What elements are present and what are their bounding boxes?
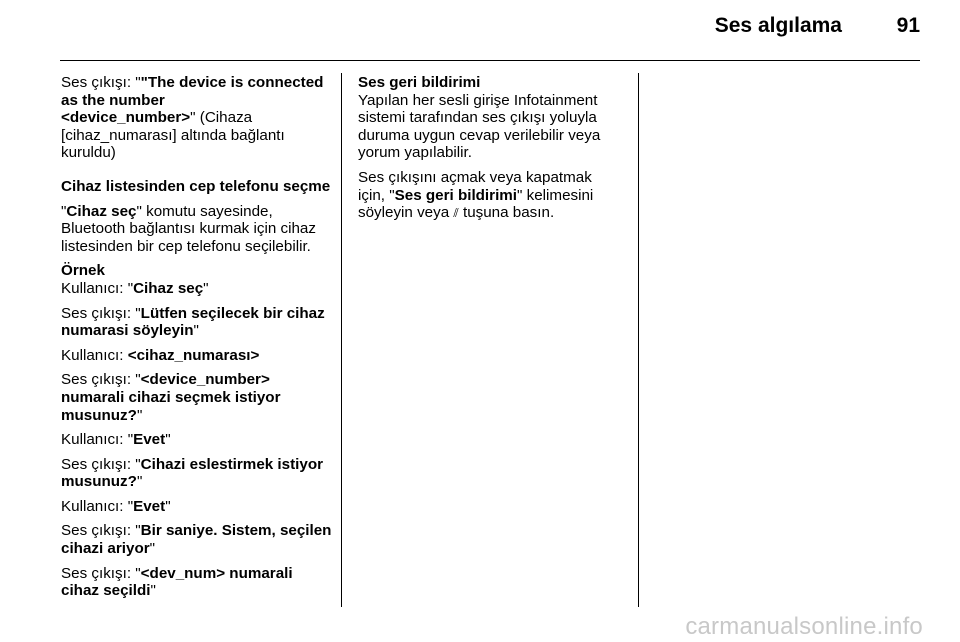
dialog-line: Ses çıkışı: "Cihazi eslestirmek istiyor musunuz?" <box>61 455 324 491</box>
left-column <box>61 74 333 600</box>
middle-column <box>358 74 620 223</box>
paragraph-connected: Ses çıkışı: ""The device is connected as the number <device_number>" (Cihaza [cihaz_numarası] altında bağlantı kuruldu) <box>61 74 324 162</box>
paragraph-voice-feedback: Yapılan her sesli girişe Infotainment sistemi tarafından ses çıkışı yoluyla duruma uygun cevap verilebilir veya yorum yapılabilir. <box>358 91 601 162</box>
dialog-line: Ses çıkışı: "Bir saniye. Sistem, seçilen cihazi ariyor" <box>61 522 332 558</box>
header-divider <box>60 60 920 61</box>
dialog-line: Kullanıcı: "Evet" <box>61 497 171 515</box>
section-heading-voice-feedback: Ses geri bildirimi <box>358 74 481 91</box>
dialog-line: Kullanıcı: "Evet" <box>61 431 171 449</box>
section-heading-device-list: Cihaz listesinden cep telefonu seçme <box>61 177 331 195</box>
watermark: carmanualsonline.info <box>685 613 923 640</box>
voice-command-icon: ⫽ <box>453 206 459 221</box>
page-title: Ses algılama <box>714 14 842 37</box>
dialog-line: Ses çıkışı: "<device_number> numarali cihazi seçmek istiyor musunuz?" <box>61 371 281 424</box>
dialog-line: Ses çıkışı: "Lütfen seçilecek bir cihaz numarasi söyleyin" <box>61 304 325 340</box>
paragraph-device-select: "Cihaz seç" komutu sayesinde, Bluetooth bağlantısı kurmak için cihaz listesinden bir cep telefonu seçilebilir. <box>61 202 316 255</box>
column-divider-1 <box>341 73 342 607</box>
page-number: 91 <box>896 14 920 37</box>
column-divider-2 <box>638 73 639 607</box>
dialog-line: Kullanıcı: "Cihaz seç" <box>61 279 209 297</box>
example-heading: Örnek <box>61 262 105 280</box>
dialog-line: Ses çıkışı: "<dev_num> numarali cihaz seçildi" <box>61 564 293 600</box>
paragraph-toggle-feedback: Ses çıkışını açmak veya kapatmak için, "Ses geri bildirimi" kelimesini söyleyin veya ⫽ tuşuna basın. <box>358 168 594 222</box>
dialog-line: Kullanıcı: <cihaz_numarası> <box>61 346 260 364</box>
